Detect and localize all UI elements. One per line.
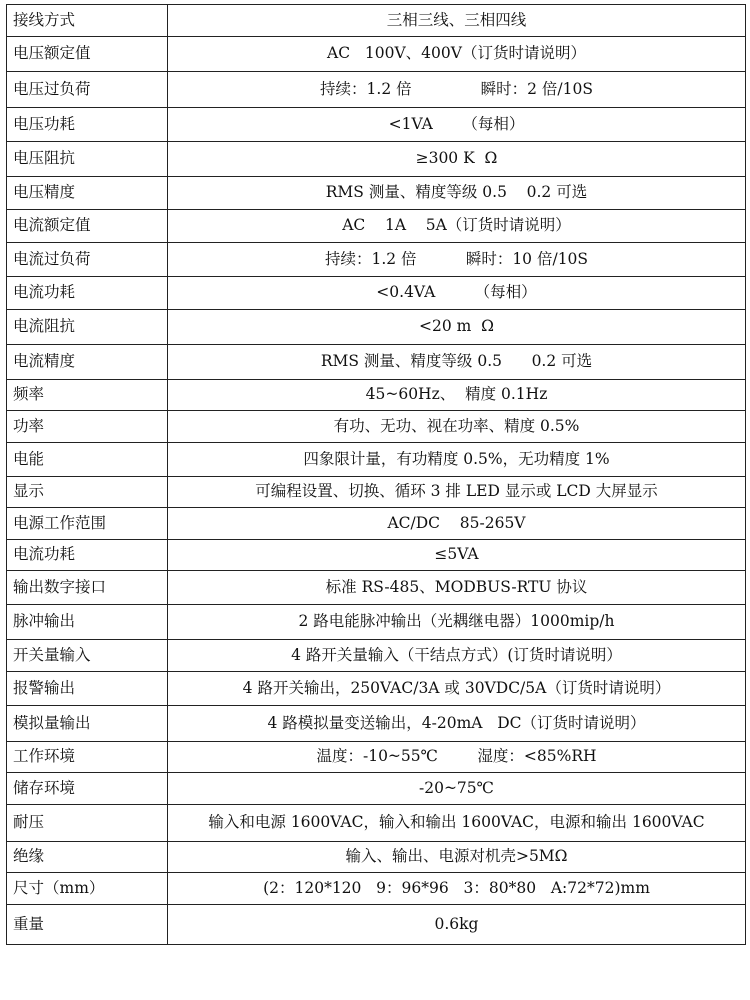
spec-value: 有功、无功、视在功率、精度 0.5% — [168, 411, 746, 443]
spec-label: 开关量输入 — [7, 640, 168, 672]
spec-row — [7, 773, 746, 805]
spec-row — [7, 5, 746, 37]
spec-row — [7, 37, 746, 72]
spec-row — [7, 277, 746, 310]
spec-value: 标准 RS-485、MODBUS-RTU 协议 — [168, 571, 746, 605]
spec-label: 电流功耗 — [7, 540, 168, 571]
spec-value: AC 100V、400V（订货时请说明） — [168, 37, 746, 72]
spec-value: (2：120*120 9：96*96 3：80*80 A:72*72)mm — [168, 873, 746, 905]
spec-label: 电流过负荷 — [7, 243, 168, 277]
spec-label: 脉冲输出 — [7, 605, 168, 640]
spec-label: 接线方式 — [7, 5, 168, 37]
spec-value: 可编程设置、切换、循环 3 排 LED 显示或 LCD 大屏显示 — [168, 477, 746, 508]
spec-label: 耐压 — [7, 805, 168, 842]
spec-row — [7, 477, 746, 508]
spec-row — [7, 142, 746, 177]
spec-value: AC 1A 5A（订货时请说明） — [168, 210, 746, 243]
spec-row — [7, 805, 746, 842]
spec-label: 频率 — [7, 380, 168, 411]
spec-value: RMS 测量、精度等级 0.5 0.2 可选 — [168, 345, 746, 380]
spec-row — [7, 345, 746, 380]
spec-value: 4 路开关量输入（干结点方式）(订货时请说明） — [168, 640, 746, 672]
spec-row — [7, 540, 746, 571]
spec-value: 四象限计量，有功精度 0.5%，无功精度 1% — [168, 443, 746, 477]
spec-value: 输入和电源 1600VAC，输入和输出 1600VAC，电源和输出 1600VAC — [168, 805, 746, 842]
spec-value: ≤5VA — [168, 540, 746, 571]
spec-row — [7, 210, 746, 243]
spec-label: 电压过负荷 — [7, 72, 168, 108]
spec-row — [7, 905, 746, 945]
spec-value: 0.6kg — [168, 905, 746, 945]
spec-value: 45~60Hz、 精度 0.1Hz — [168, 380, 746, 411]
spec-row — [7, 571, 746, 605]
spec-label: 显示 — [7, 477, 168, 508]
spec-label: 报警输出 — [7, 672, 168, 706]
spec-label: 尺寸（mm） — [7, 873, 168, 905]
spec-label: 电流额定值 — [7, 210, 168, 243]
spec-row — [7, 443, 746, 477]
spec-value: <0.4VA （每相） — [168, 277, 746, 310]
spec-row — [7, 873, 746, 905]
spec-label: 电流功耗 — [7, 277, 168, 310]
spec-table — [6, 4, 746, 945]
spec-row — [7, 706, 746, 742]
spec-label: 电压精度 — [7, 177, 168, 210]
spec-label: 电压阻抗 — [7, 142, 168, 177]
spec-row — [7, 177, 746, 210]
spec-value: 持续：1.2 倍 瞬时：2 倍/10S — [168, 72, 746, 108]
spec-label: 电源工作范围 — [7, 508, 168, 540]
spec-label: 电流精度 — [7, 345, 168, 380]
spec-label: 电压额定值 — [7, 37, 168, 72]
spec-row — [7, 672, 746, 706]
spec-label: 电压功耗 — [7, 108, 168, 142]
spec-value: <1VA （每相） — [168, 108, 746, 142]
spec-label: 电能 — [7, 443, 168, 477]
spec-row — [7, 640, 746, 672]
spec-row — [7, 380, 746, 411]
spec-label: 模拟量输出 — [7, 706, 168, 742]
spec-label: 输出数字接口 — [7, 571, 168, 605]
spec-row — [7, 411, 746, 443]
spec-value: AC/DC 85-265V — [168, 508, 746, 540]
spec-row — [7, 508, 746, 540]
spec-value: 2 路电能脉冲输出（光耦继电器）1000mip/h — [168, 605, 746, 640]
spec-label: 储存环境 — [7, 773, 168, 805]
spec-label: 绝缘 — [7, 842, 168, 873]
spec-row — [7, 243, 746, 277]
spec-value: 三相三线、三相四线 — [168, 5, 746, 37]
spec-row — [7, 108, 746, 142]
spec-value: <20 m Ω — [168, 310, 746, 345]
spec-value: 4 路开关输出，250VAC/3A 或 30VDC/5A（订货时请说明） — [168, 672, 746, 706]
spec-value: 持续：1.2 倍 瞬时：10 倍/10S — [168, 243, 746, 277]
spec-row — [7, 605, 746, 640]
spec-label: 电流阻抗 — [7, 310, 168, 345]
spec-row — [7, 72, 746, 108]
spec-value: RMS 测量、精度等级 0.5 0.2 可选 — [168, 177, 746, 210]
spec-label: 重量 — [7, 905, 168, 945]
spec-value: 温度：-10~55℃ 湿度：<85%RH — [168, 742, 746, 773]
spec-label: 工作环境 — [7, 742, 168, 773]
spec-value: -20~75℃ — [168, 773, 746, 805]
spec-value: 输入、输出、电源对机壳>5MΩ — [168, 842, 746, 873]
spec-value: ≥300 K Ω — [168, 142, 746, 177]
spec-label: 功率 — [7, 411, 168, 443]
spec-row — [7, 842, 746, 873]
spec-value: 4 路模拟量变送输出，4-20mA DC（订货时请说明） — [168, 706, 746, 742]
spec-row — [7, 310, 746, 345]
spec-table-body — [7, 5, 746, 945]
spec-row — [7, 742, 746, 773]
